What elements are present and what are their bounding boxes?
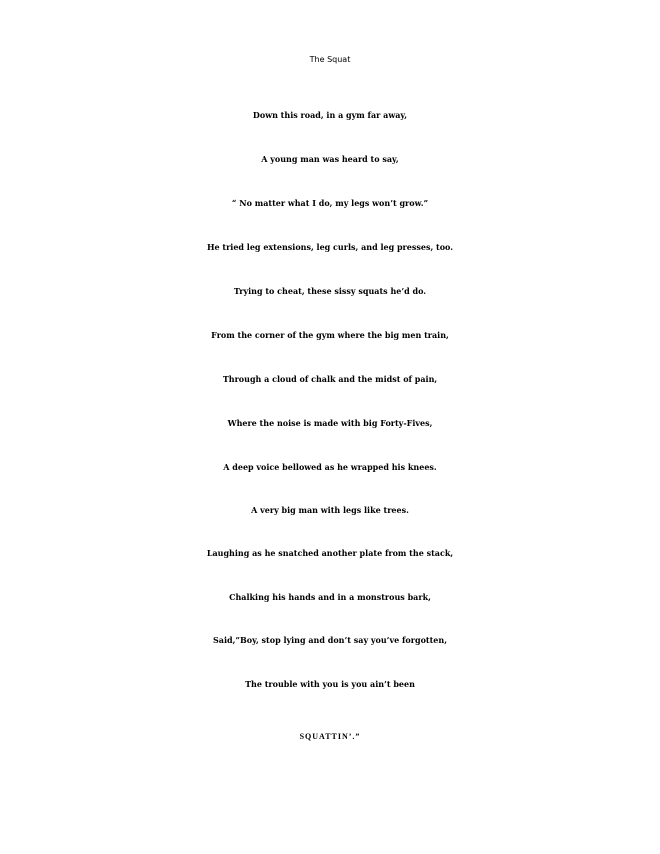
poem-line: Through a cloud of chalk and the midst of pain, (222, 374, 438, 384)
poem-title: The Squat (309, 55, 351, 64)
poem-line: “ No matter what I do, my legs won’t grow.” (231, 198, 429, 208)
poem-line: He tried leg extensions, leg curls, and leg presses, too. (206, 242, 454, 252)
poem-line: From the corner of the gym where the big men train, (211, 330, 449, 340)
poem-line: Chalking his hands and in a monstrous bark, (229, 592, 431, 602)
poem-line: Down this road, in a gym far away, (252, 110, 408, 120)
poem-finale: SQUATTIN’.” (299, 732, 361, 741)
poem-line: Trying to cheat, these sissy squats he’d do. (233, 286, 427, 296)
poem-line: Said,”Boy, stop lying and don’t say you’ve forgotten, (213, 635, 447, 645)
poem-line: A very big man with legs like trees. (251, 505, 409, 515)
poem-line: Laughing as he snatched another plate from the stack, (206, 548, 454, 558)
poem-line: The trouble with you is you ain’t been (245, 679, 415, 689)
poem-line: Where the noise is made with big Forty-Fives, (227, 418, 433, 428)
poem-line: A deep voice bellowed as he wrapped his knees. (223, 462, 437, 472)
poem-line: A young man was heard to say, (261, 154, 399, 164)
